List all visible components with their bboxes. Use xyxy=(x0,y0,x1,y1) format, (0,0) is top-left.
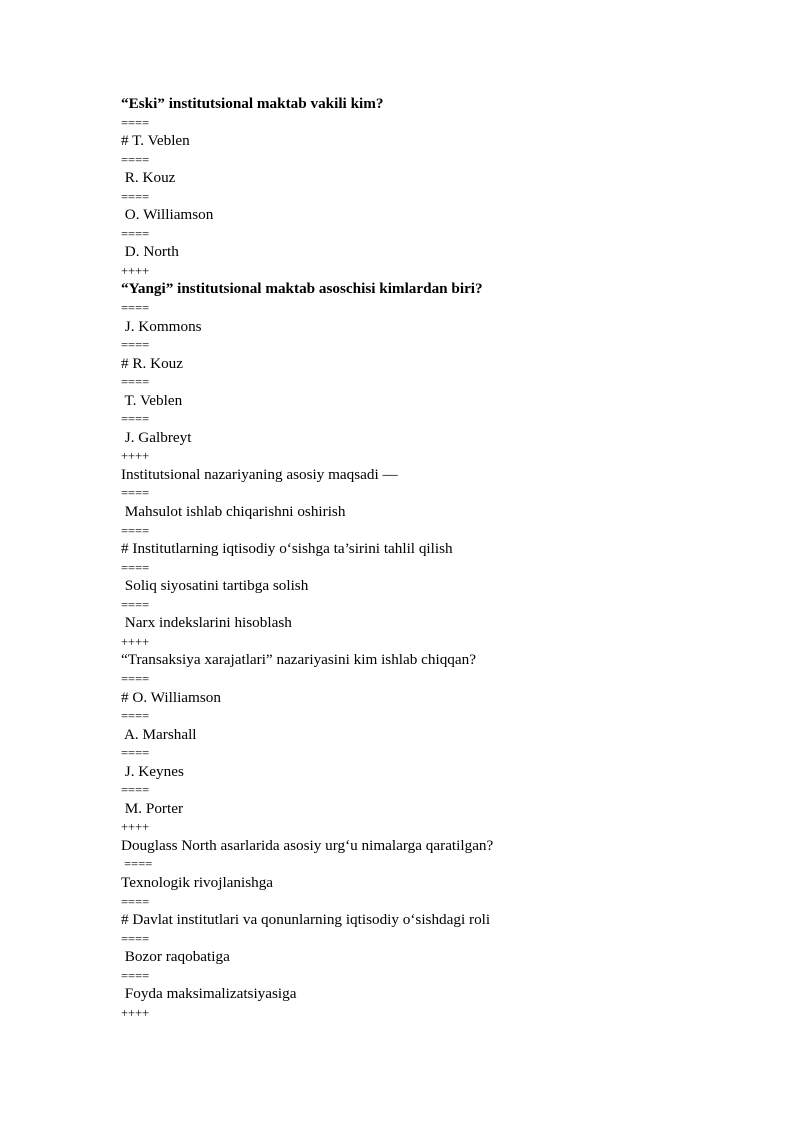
separator-line: ==== xyxy=(121,115,150,130)
answer-option: Mahsulot ishlab chiqarishni oshirish xyxy=(121,503,346,521)
answer-option: M. Porter xyxy=(121,799,184,817)
answer-option: A. Marshall xyxy=(121,725,197,743)
answer-option: T. Veblen xyxy=(121,391,183,409)
answer-option: Soliq siyosatini tartibga solish xyxy=(121,577,309,595)
answer-option: Bozor raqobatiga xyxy=(121,948,230,966)
answer-option: J. Keynes xyxy=(121,762,184,780)
separator-line: ==== xyxy=(121,412,150,427)
question-end-marker: ++++ xyxy=(121,449,150,464)
separator-line: ==== xyxy=(121,560,150,575)
correct-answer-option: # T. Veblen xyxy=(121,132,190,150)
separator-line: ==== xyxy=(121,375,150,390)
question-text: “Eski” institutsional maktab vakili kim? xyxy=(121,95,384,112)
correct-answer-option: # O. Williamson xyxy=(121,688,221,706)
question-end-marker: ++++ xyxy=(121,634,150,649)
separator-line: ==== xyxy=(121,486,150,501)
separator-line: ==== xyxy=(121,857,153,872)
question-text: Institutsional nazariyaning asosiy maqsadi — xyxy=(121,465,398,483)
quiz-document xyxy=(121,95,721,1022)
question-end-marker: ++++ xyxy=(121,820,150,835)
correct-answer-option: # R. Kouz xyxy=(121,354,184,372)
answer-option: Foyda maksimalizatsiyasiga xyxy=(121,985,297,1003)
separator-line: ==== xyxy=(121,709,150,724)
correct-answer-option: # Institutlarning iqtisodiy o‘sishga ta’sirini tahlil qilish xyxy=(121,540,453,558)
answer-option: R. Kouz xyxy=(121,169,176,187)
separator-line: ==== xyxy=(121,523,150,538)
correct-answer-option: # Davlat institutlari va qonunlarning iqtisodiy o‘sishdagi roli xyxy=(121,911,491,929)
separator-line: ==== xyxy=(121,597,150,612)
separator-line: ==== xyxy=(121,783,150,798)
question-text: “Yangi” institutsional maktab asoschisi kimlardan biri? xyxy=(121,280,483,298)
question-end-marker: ++++ xyxy=(121,263,150,278)
separator-line: ==== xyxy=(121,226,150,241)
answer-option: Narx indekslarini hisoblash xyxy=(121,614,292,632)
separator-line: ==== xyxy=(121,931,150,946)
answer-option: D. North xyxy=(121,243,179,261)
question-text: Douglass North asarlarida asosiy urg‘u nimalarga qaratilgan? xyxy=(121,836,494,854)
separator-line: ==== xyxy=(121,746,150,761)
answer-option: J. Galbreyt xyxy=(121,428,192,446)
question-text: “Transaksiya xarajatlari” nazariyasini kim ishlab chiqqan? xyxy=(121,651,476,669)
answer-option: J. Kommons xyxy=(121,317,202,335)
separator-line: ==== xyxy=(121,968,150,983)
answer-option: Texnologik rivojlanishga xyxy=(121,873,274,891)
separator-line: ==== xyxy=(121,152,150,167)
question-end-marker: ++++ xyxy=(121,1005,150,1020)
separator-line: ==== xyxy=(121,894,150,909)
separator-line: ==== xyxy=(121,189,150,204)
separator-line: ==== xyxy=(121,671,150,686)
separator-line: ==== xyxy=(121,301,150,316)
answer-option: O. Williamson xyxy=(121,206,214,224)
separator-line: ==== xyxy=(121,338,150,353)
